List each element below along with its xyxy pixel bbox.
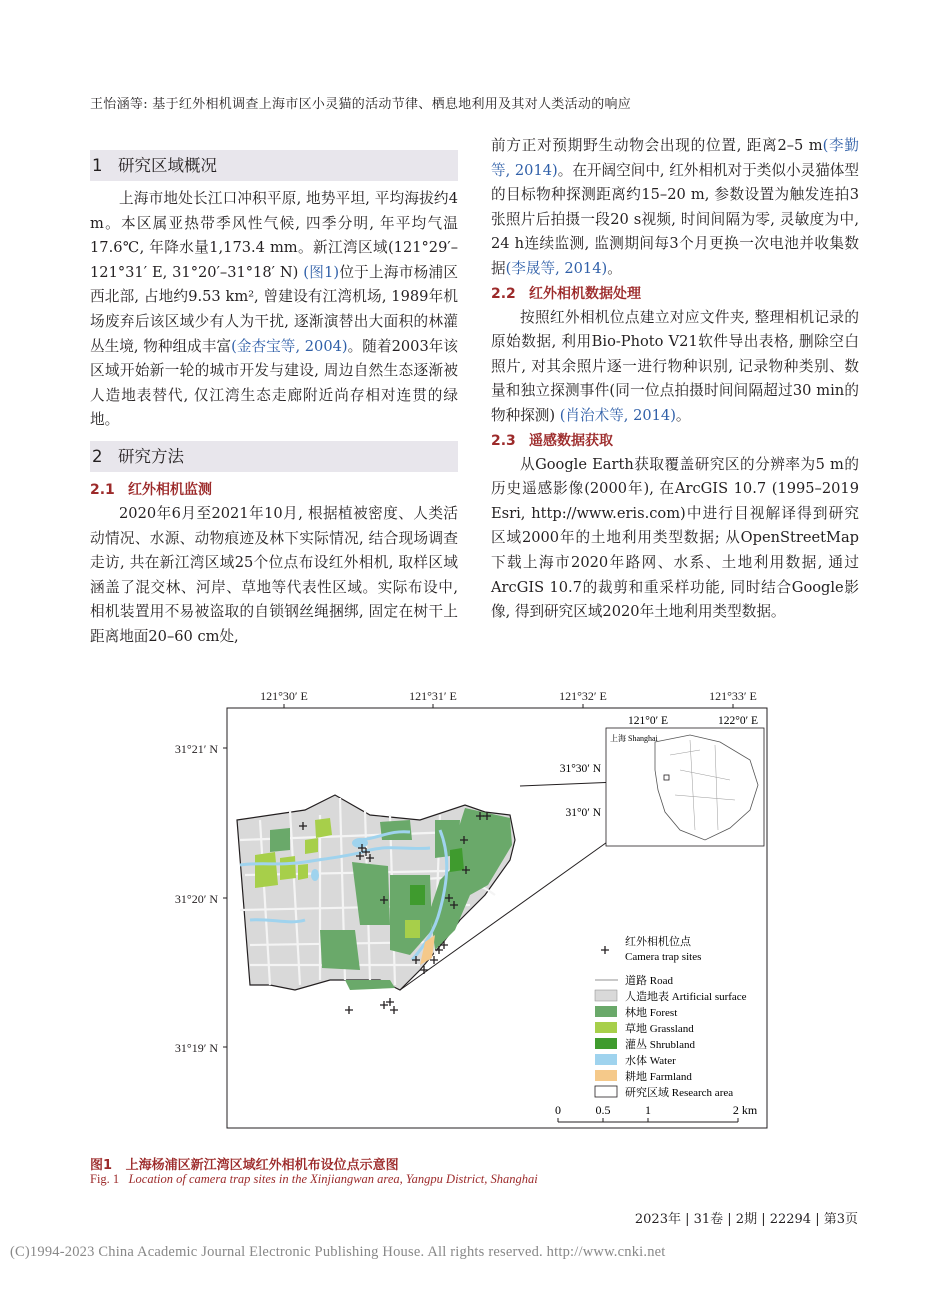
top-tick-label: 121°32′ E — [559, 689, 607, 703]
legend-item-label: 人造地表 Artificial surface — [625, 991, 747, 1003]
inset-top-tick: 122°0′ E — [717, 715, 759, 727]
left-tick-label: 31°21′ N — [174, 742, 218, 756]
left-tick-label: 31°20′ N — [174, 892, 218, 906]
left-tick-label: 31°19′ N — [174, 1041, 218, 1055]
citation-link[interactable]: (金杏宝等, 2004) — [231, 337, 348, 355]
section-heading-1 — [90, 150, 458, 181]
inset-left-tick: 31°0′ N — [565, 807, 601, 819]
inset-left-tick: 31°30′ N — [559, 763, 601, 775]
citation-link[interactable]: (李勤等, 2014) — [491, 137, 860, 179]
left-column — [90, 144, 458, 650]
section-title: 研究区域概况 — [118, 156, 217, 175]
inset-label: 上海 Shanghai — [610, 734, 658, 743]
citation-link[interactable]: (肖治术等, 2014) — [559, 406, 676, 424]
right-column — [491, 134, 859, 625]
paragraph-camera-monitoring-cont: 前方正对预期野生动物会出现的位置, 距离2–5 m(李勤等, 2014)。在开阔空间中, 红外相机对于类似小灵猫体型的目标物种探测距离约15–20 m, 参数设置为触发连拍3张照片后拍摄一段20 s视频, 时间间隔为零, 灵敏度为中, 24 h连续监测, 监测期间每3个月更换一次电池并收集数据(李晟等, 2014)。 — [491, 137, 860, 277]
top-tick-label: 121°30′ E — [260, 689, 308, 703]
figure-reference-link[interactable]: (图1) — [303, 263, 340, 281]
legend-item-label: 草地 Grassland — [625, 1023, 694, 1035]
subsection-heading-2-2: 2.2 红外相机数据处理 — [491, 285, 641, 302]
section-title: 研究方法 — [118, 446, 184, 466]
journal-issue-info: 2023年 | 31卷 | 2期 | 22294 | 第3页 — [634, 1212, 858, 1227]
legend-item-label: 林地 Forest — [625, 1007, 678, 1019]
figure-1-map — [90, 680, 870, 1140]
paragraph-study-area: 上海市地处长江口冲积平原, 地势平坦, 平均海拔约4 m。本区属亚热带季风性气候, 四季分明, 年平均气温17.6℃, 年降水量1,173.4 mm。新江湾区域(121°29′–121°31′ E, 31°20′–31°18′ N) (图1)位于上海市杨浦区西北部, 占地约9.53 km², 曾建设有江湾机场, 1989年机场废弃后该区域少有人为干扰, 逐渐演替出大面积的林灌丛生境, 物种组成丰富(金杏宝等, 2004)。随着2003年该区域开始新一轮的城市开发与建设, 周边自然生态逐渐被人造地表替代, 仅江湾生态走廊附近尚存相对连贯的绿地。 — [90, 190, 459, 429]
paragraph-camera-monitoring: 2020年6月至2021年10月, 根据植被密度、人类活动情况、水源、动物痕迹及林下实际情况, 结合现场调查走访, 共在新江湾区域25个位点布设红外相机, 取样区域涵盖了混交林、河岸、草地等代表性区域。实际布设中, 相机装置用不易被盗取的自锁钢丝绳捆绑, 固定在树干上距离地面20–60 cm处, — [90, 504, 458, 645]
top-tick-label: 121°31′ E — [409, 689, 457, 703]
section-heading-2 — [90, 441, 458, 472]
section-number: 1 — [92, 156, 103, 175]
legend-item-label: 灌丛 Shrubland — [625, 1039, 695, 1051]
scale-label: 1 — [645, 1103, 651, 1117]
inset-top-tick: 121°0′ E — [627, 715, 669, 727]
figure-caption-en: Fig. 1 Location of camera trap sites in the Xinjiangwan area, Yangpu District, Shanghai — [90, 1172, 538, 1186]
legend-item-label: 道路 Road — [625, 975, 673, 987]
legend-item-label: 耕地 Farmland — [625, 1071, 692, 1083]
legend-item-label: Camera trap sites — [625, 951, 702, 963]
legend-item-label: 水体 Water — [625, 1055, 676, 1067]
top-tick-label: 121°33′ E — [709, 689, 757, 703]
paragraph-data-processing: 按照红外相机位点建立对应文件夹, 整理相机记录的原始数据, 利用Bio-Photo V21软件导出表格, 删除空白照片, 对其余照片逐一进行物种识别, 记录物种类别、数量和独立探测事件(同一位点拍摄时间间隔超过30 min的物种探测) (肖治术等, 2014)。 — [491, 308, 859, 424]
subsection-heading-2-1: 2.1 红外相机监测 — [90, 481, 212, 498]
citation-link[interactable]: (李晟等, 2014) — [505, 259, 608, 277]
running-head: 王怡涵等: 基于红外相机调查上海市区小灵猫的活动节律、栖息地利用及其对人类活动的响应 — [90, 97, 632, 112]
scale-label: 0 — [555, 1103, 561, 1117]
scale-label: 0.5 — [595, 1103, 611, 1117]
section-number: 2 — [92, 446, 103, 466]
figure-caption-cn: 图1 上海杨浦区新江湾区域红外相机布设位点示意图 — [90, 1158, 399, 1173]
legend-item-label: 研究区域 Research area — [625, 1087, 734, 1099]
scale-label: 2 km — [732, 1103, 758, 1117]
subsection-heading-2-3: 2.3 遥感数据获取 — [491, 432, 613, 449]
paragraph-remote-sensing: 从Google Earth获取覆盖研究区的分辨率为5 m的历史遥感影像(2000年), 在ArcGIS 10.7 (1995–2019 Esri, http://www.eris.com)中进行目视解译得到研究区域2000年的土地利用类型数据; 从OpenStreetMap下载上海市2020年路网、水系、土地利用数据, 通过ArcGIS 10.7的裁剪和重采样功能, 同时结合Google影像, 得到研究区域2020年土地利用类型数据。 — [491, 455, 859, 621]
map-svg — [90, 680, 870, 1140]
legend-item-label: 红外相机位点 — [625, 936, 691, 948]
copyright-notice: (C)1994-2023 China Academic Journal Electronic Publishing House. All rights reserved. http://www.cnki.net — [10, 1244, 666, 1260]
